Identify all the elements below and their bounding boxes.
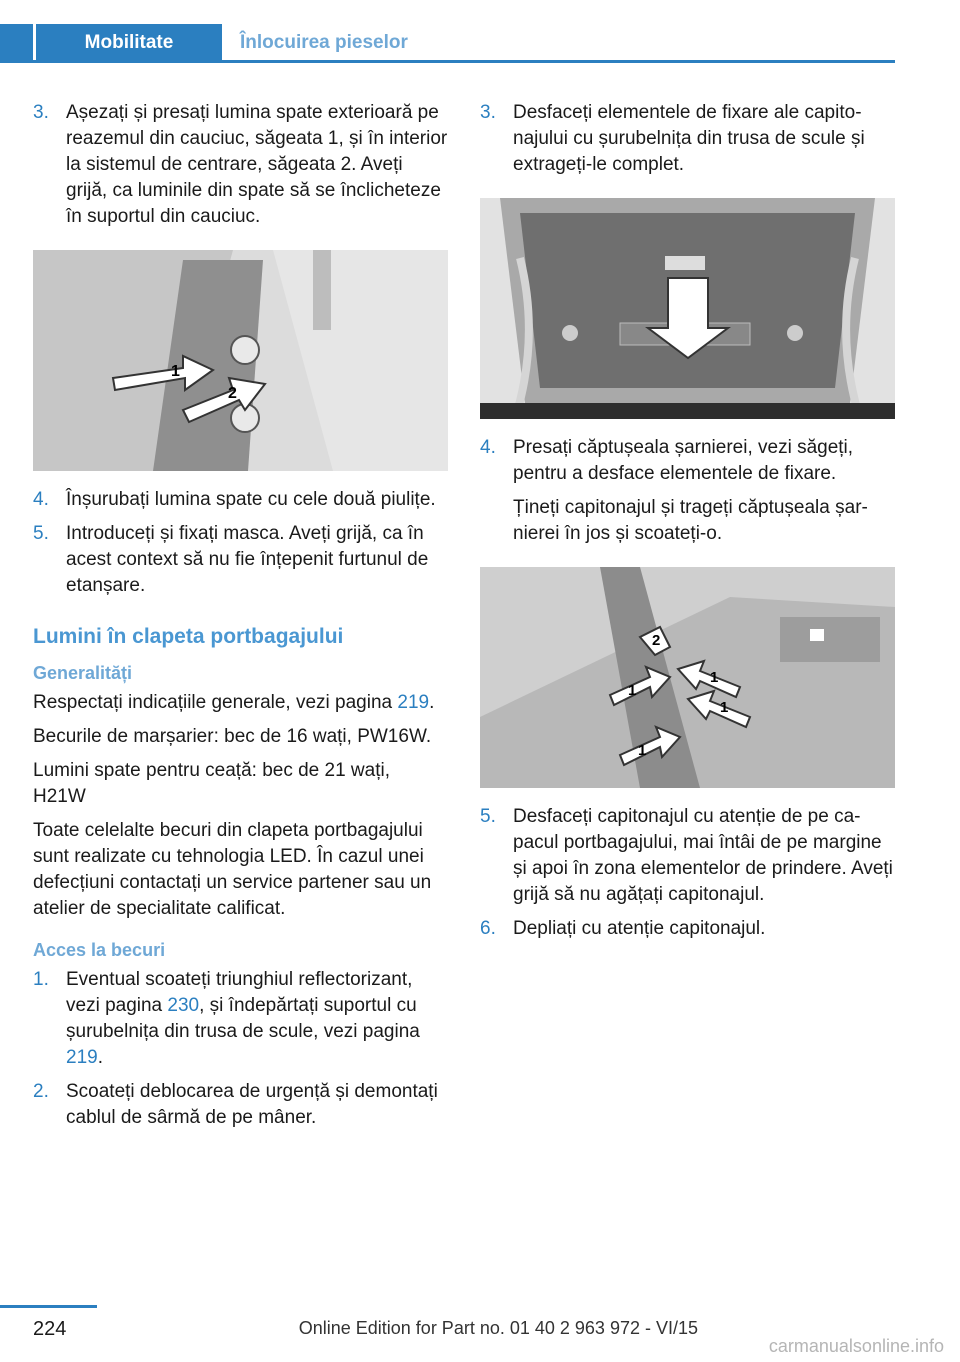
list-item [480, 916, 895, 942]
arrow-label-1: 1 [171, 363, 180, 380]
step-number: 3. [33, 102, 49, 123]
watermark: carmanualsonline.info [768, 1336, 944, 1356]
list-item [480, 435, 895, 547]
step-number: 5. [480, 806, 496, 827]
step-number: 2. [33, 1081, 49, 1102]
arrow-label-2: 2 [228, 385, 237, 402]
page-header [0, 0, 895, 62]
step-text: Înșurubați lumina spate cu cele două piulițe. [66, 489, 436, 510]
section-heading: Lumini în clapeta portbagajului [33, 625, 344, 648]
step-number: 3. [480, 102, 496, 123]
step-text: Introduceți și fixați masca. Aveți grijă, ca în acest context să nu fie înțepenit furtunul de etanșare. [66, 523, 429, 596]
page-link[interactable]: 230 [167, 995, 200, 1016]
page-link[interactable]: 219 [397, 692, 430, 713]
right-column [480, 100, 895, 950]
led-note-text: Toate celelalte becuri din clapeta portbagajului sunt realizate cu tehnologia LED. În cazul unei defecțiuni contactați un service partener sau un atelier de specialitate calificat. [33, 820, 432, 919]
step-text: Depliați cu atenție capitonajul. [513, 918, 766, 939]
arrow-label-1: 1 [710, 669, 719, 686]
taillight-figure [33, 250, 448, 471]
step-number: 6. [480, 918, 496, 939]
header-section-tab: Mobilitate [36, 24, 222, 61]
step-number: 1. [33, 969, 49, 990]
fog-light-text: Lumini spate pentru ceață: bec de 21 wați, H21W [33, 760, 391, 807]
arrow-label-1: 1 [720, 699, 729, 716]
subheading-general: Generalități [33, 663, 133, 683]
page-number: 224 [33, 1318, 67, 1340]
step-number: 4. [33, 489, 49, 510]
list-item [480, 100, 895, 178]
page-link[interactable]: 219 [66, 1047, 98, 1068]
step-text: Eventual scoateți triunghiul reflectorizant, vezi pagina 230, și îndepărtați suportul cu șurubelnița din trusa de scule, vezi pagina 219. [66, 969, 420, 1068]
list-item [33, 487, 448, 513]
left-column [33, 100, 448, 1139]
footer-rule [0, 1305, 97, 1308]
list-item [33, 521, 448, 599]
trunk-lid-figure [480, 198, 895, 419]
general-paragraph: Respectați indicațiile generale, vezi pagina 219. [33, 692, 435, 713]
step-text: Scoateți deblocarea de urgență și demontați cablul de sârmă de pe mâner. [66, 1081, 438, 1128]
step-text: Așezați și presați lumina spate exterioară pe reazemul din cauciuc, săgeata 1, și în interior la sistemul de centrare, săgeata 2. Aveți grijă, ca luminile din spate să se înclicheteze în suportul din cauciuc. [66, 102, 448, 227]
step-number: 5. [33, 523, 49, 544]
step-number: 4. [480, 437, 496, 458]
step-text: Desfaceți elementele de fixare ale capitonajului cu șurubelnița din trusa de scule și extrageți-le complet. [513, 102, 865, 175]
arrow-label-1: 1 [638, 742, 647, 759]
hinge-cover-figure [480, 567, 895, 788]
header-accent [0, 24, 33, 61]
list-item [33, 967, 448, 1071]
arrow-label-1: 1 [628, 682, 637, 699]
step-text: Desfaceți capitonajul cu atenție de pe capacul portbagajului, mai întâi de pe margine și apoi în zona elementelor de prindere. Aveți grijă să nu agățați capitonajul. [513, 806, 893, 905]
header-subsection: Înlocuirea pieselor [240, 32, 408, 53]
header-rule [0, 60, 895, 63]
arrow-label-2: 2 [652, 632, 661, 649]
reverse-bulb-text: Becurile de marșarier: bec de 16 wați, PW16W. [33, 726, 432, 747]
edition-note: Online Edition for Part no. 01 40 2 963 972 - VI/15 [298, 1318, 698, 1338]
step-text: Presați căptușeala șarnierei, vezi săgeți, pentru a desface elementele de fixare. [513, 437, 854, 484]
step-subtext: Țineți capitonajul și trageți căptușeala șarnierei în jos și scoateți-o. [513, 497, 868, 544]
list-item [33, 100, 448, 230]
subheading-access: Acces la becuri [33, 940, 166, 960]
list-item [480, 804, 895, 908]
list-item [33, 1079, 448, 1131]
